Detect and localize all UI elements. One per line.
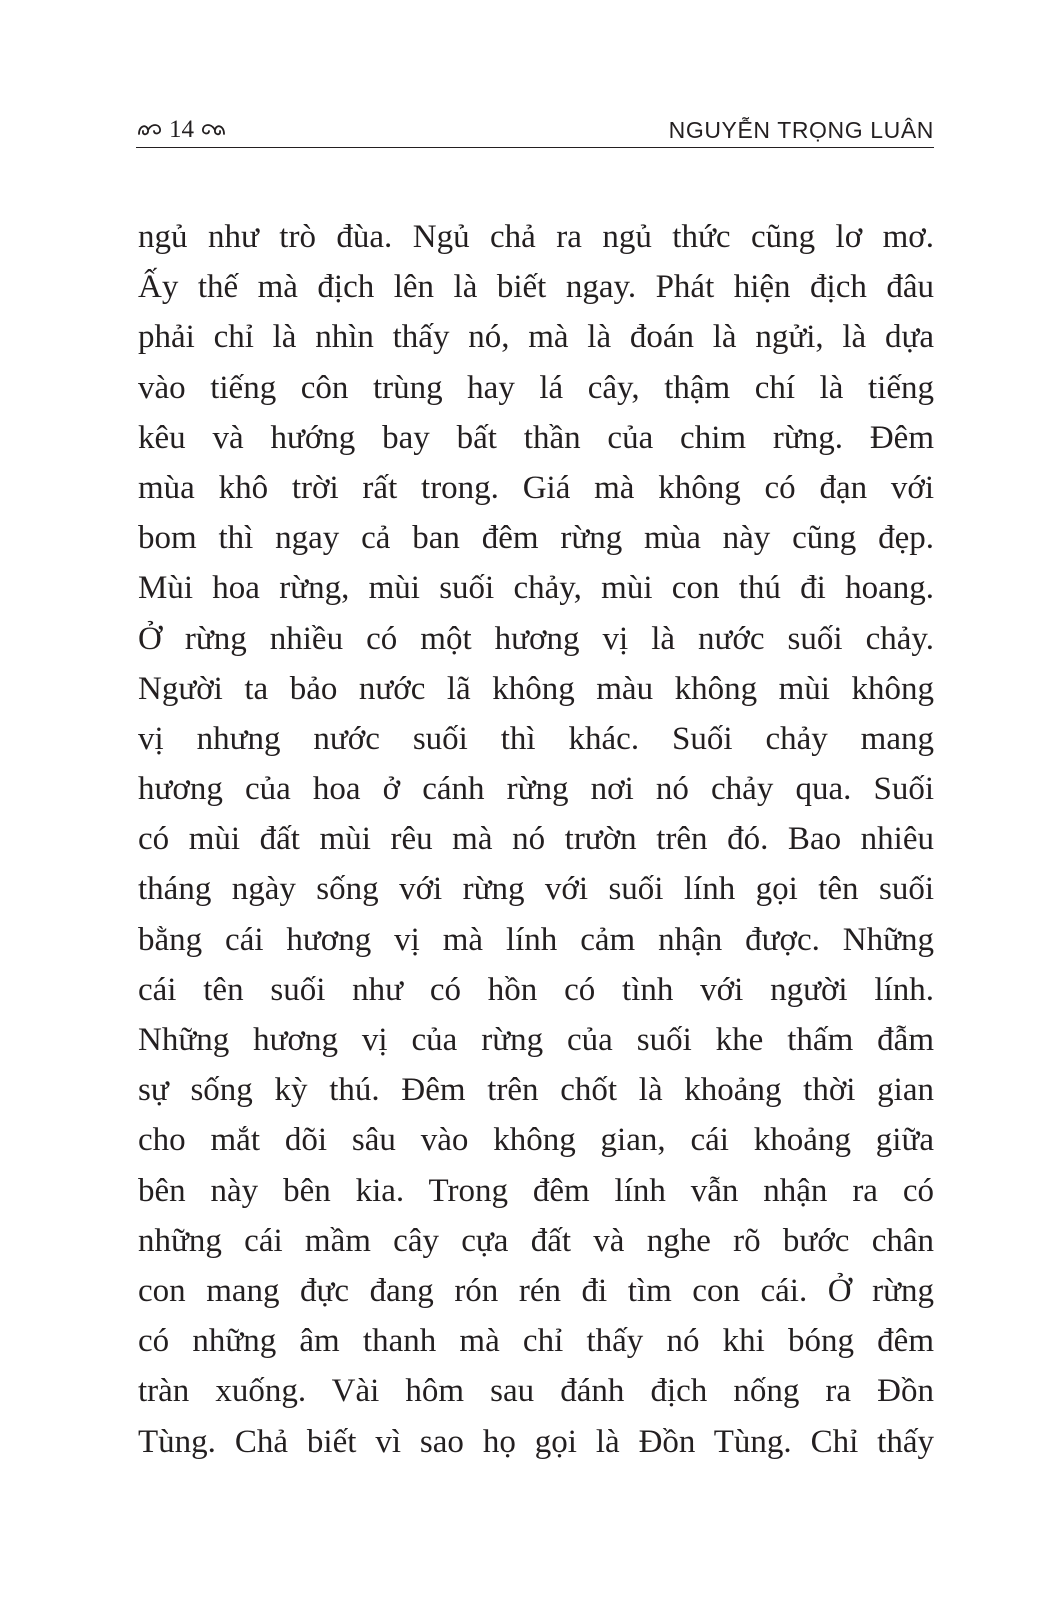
fleuron-left-icon — [136, 120, 163, 140]
header-rule — [136, 147, 934, 148]
body-paragraph — [138, 212, 934, 1467]
page-header — [136, 113, 934, 147]
text-line: con mang đực đang rón rén đi tìm con cái. Ở rừng — [138, 1272, 934, 1309]
text-line: Tùng. Chả biết vì sao họ gọi là Đồn Tùng. Chỉ thấy — [138, 1423, 934, 1460]
text-line: phải chỉ là nhìn thấy nó, mà là đoán là ngửi, là dựa — [138, 319, 934, 356]
text-line: Những hương vị của rừng của suối khe thấm đẫm — [138, 1022, 934, 1058]
text-line: cho mắt dõi sâu vào không gian, cái khoảng giữa — [138, 1122, 934, 1159]
text-line: bom thì ngay cả ban đêm rừng mùa này cũng đẹp. — [138, 520, 934, 557]
text-line: Người ta bảo nước lã không màu không mùi không — [138, 670, 934, 707]
text-line: những cái mầm cây cựa đất và nghe rõ bước chân — [138, 1222, 934, 1259]
text-line: bên này bên kia. Trong đêm lính vẫn nhận ra có — [138, 1172, 934, 1209]
text-line: Ở rừng nhiều có một hương vị là nước suối chảy. — [138, 620, 934, 657]
text-line: bằng cái hương vị mà lính cảm nhận được. Những — [138, 921, 934, 958]
text-line: hương của hoa ở cánh rừng nơi nó chảy qua. Suối — [138, 771, 934, 808]
text-line: có mùi đất mùi rêu mà nó trườn trên đó. Bao nhiêu — [138, 821, 934, 858]
text-line: cái tên suối như có hồn có tình với người lính. — [138, 971, 934, 1008]
text-line: sự sống kỳ thú. Đêm trên chốt là khoảng thời gian — [138, 1072, 934, 1109]
text-line: vị nhưng nước suối thì khác. Suối chảy mang — [138, 720, 934, 757]
running-head-author: NGUYỄN TRỌNG LUÂN — [668, 117, 934, 143]
fleuron-right-icon — [200, 120, 227, 140]
text-line: kêu và hướng bay bất thần của chim rừng. Đêm — [138, 419, 934, 456]
text-line: Mùi hoa rừng, mùi suối chảy, mùi con thú đi hoang. — [138, 570, 934, 607]
text-line: tháng ngày sống với rừng với suối lính gọi tên suối — [138, 871, 934, 908]
text-line: vào tiếng côn trùng hay lá cây, thậm chí là tiếng — [138, 369, 934, 406]
text-line: mùa khô trời rất trong. Giá mà không có đạn với — [138, 469, 934, 506]
text-line: Ấy thế mà địch lên là biết ngay. Phát hiện địch đâu — [138, 269, 934, 306]
text-line: tràn xuống. Vài hôm sau đánh địch nống ra Đồn — [138, 1373, 934, 1410]
page-number: 14 — [169, 116, 194, 143]
text-line: ngủ như trò đùa. Ngủ chả ra ngủ thức cũng lơ mơ. — [138, 219, 934, 255]
folio — [136, 113, 227, 147]
text-line: có những âm thanh mà chỉ thấy nó khi bóng đêm — [138, 1323, 934, 1360]
